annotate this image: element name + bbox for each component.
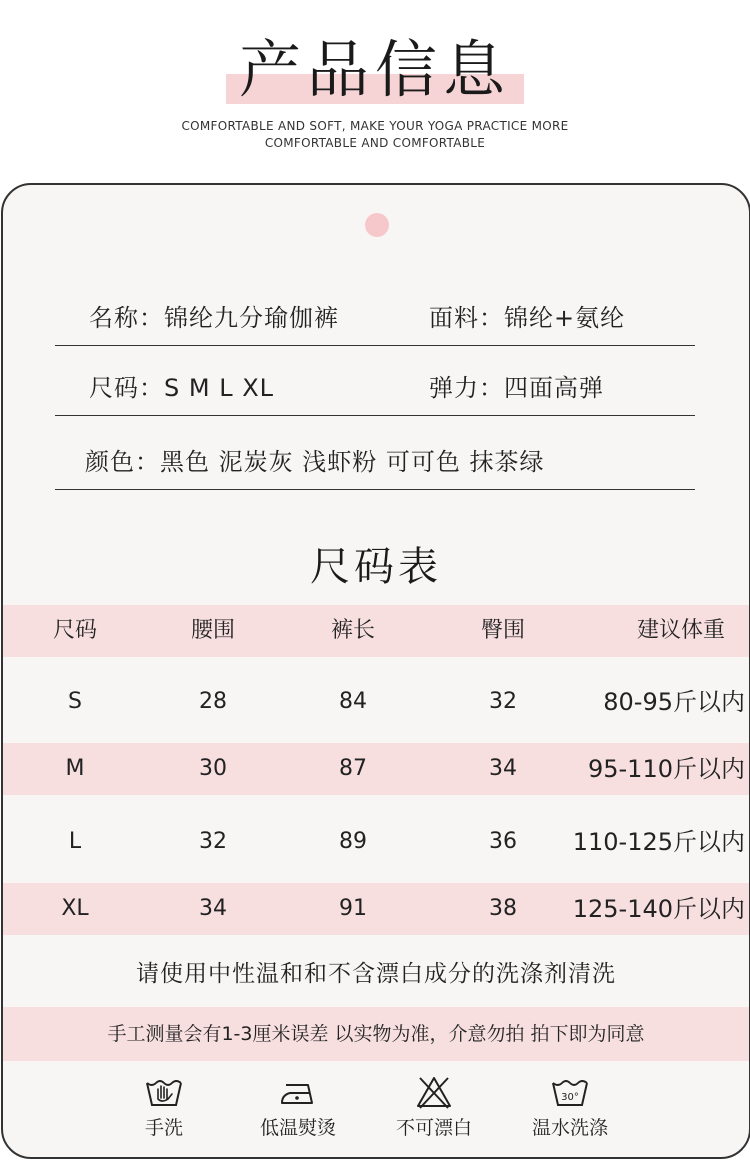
subtitle-line-1: COMFORTABLE AND SOFT, MAKE YOUR YOGA PRACTICE MORE [181,119,569,133]
cell-size: XL [61,896,89,921]
info-row-size-elasticity [55,359,695,416]
header-waist: 腰围 [190,618,235,643]
care-label: 温水洗涤 [531,1117,608,1139]
care-label: 不可漂白 [395,1117,472,1139]
cell-waist: 30 [199,756,227,781]
header-hip: 臀围 [480,618,525,643]
cell-hip: 38 [489,896,517,921]
header-weight: 建议体重 [636,618,725,643]
table-row [3,883,749,935]
wash-30-icon [550,1075,590,1109]
no-bleach-icon [414,1075,454,1109]
size-chart-title: 尺码表 [310,544,442,590]
cell-length: 89 [339,829,367,854]
info-color: 颜色：黑色 泥炭灰 浅虾粉 可可色 抹茶绿 [85,448,545,476]
wash-temperature-text: 30° [561,1092,579,1103]
header-length: 裤长 [330,618,375,643]
header-size: 尺码 [52,618,97,643]
info-elasticity: 弹力：四面高弹 [429,374,604,402]
cell-hip: 32 [489,689,517,714]
cell-weight: 95-110斤以内 [587,755,745,783]
cell-size: S [68,689,82,714]
cell-hip: 36 [489,829,517,854]
cell-weight: 80-95斤以内 [603,688,745,716]
page-subtitle [150,118,600,152]
care-item-hand-wash [109,1075,219,1141]
page-title: 产品信息 [238,33,511,106]
table-row [3,667,749,737]
care-label: 手洗 [144,1117,183,1139]
cell-waist: 32 [199,829,227,854]
hand-wash-icon [144,1075,184,1109]
measure-note: 手工测量会有1-3厘米误差 以实物为准，介意勿拍 拍下即为同意 [3,1007,749,1061]
care-item-warm-wash [515,1075,625,1141]
size-table-header [3,605,749,657]
wash-note: 请使用中性温和和不含漂白成分的洗涤剂清洗 [136,961,616,987]
cell-length: 84 [339,689,367,714]
care-item-no-bleach [379,1075,489,1141]
info-size: 尺码：S M L XL [89,374,275,402]
cell-length: 91 [339,896,367,921]
cell-size: L [68,829,82,854]
cell-size: M [65,756,85,781]
decorative-dot [365,213,389,237]
info-row-color [55,433,695,490]
cell-hip: 34 [489,756,517,781]
cell-weight: 125-140斤以内 [572,895,745,923]
cell-length: 87 [339,756,367,781]
info-fabric: 面料：锦纶+氨纶 [429,304,626,332]
table-row [3,743,749,795]
product-info-card [1,183,750,1159]
subtitle-line-2: COMFORTABLE AND COMFORTABLE [264,136,486,150]
care-item-low-iron [243,1075,353,1141]
info-name: 名称：锦纶九分瑜伽裤 [89,304,339,332]
table-row [3,807,749,877]
cell-waist: 34 [199,896,227,921]
iron-low-icon [278,1075,318,1109]
cell-weight: 110-125斤以内 [572,828,745,856]
info-row-name-fabric [55,289,695,346]
header [0,0,750,180]
care-label: 低温熨烫 [259,1117,336,1139]
cell-waist: 28 [199,689,227,714]
